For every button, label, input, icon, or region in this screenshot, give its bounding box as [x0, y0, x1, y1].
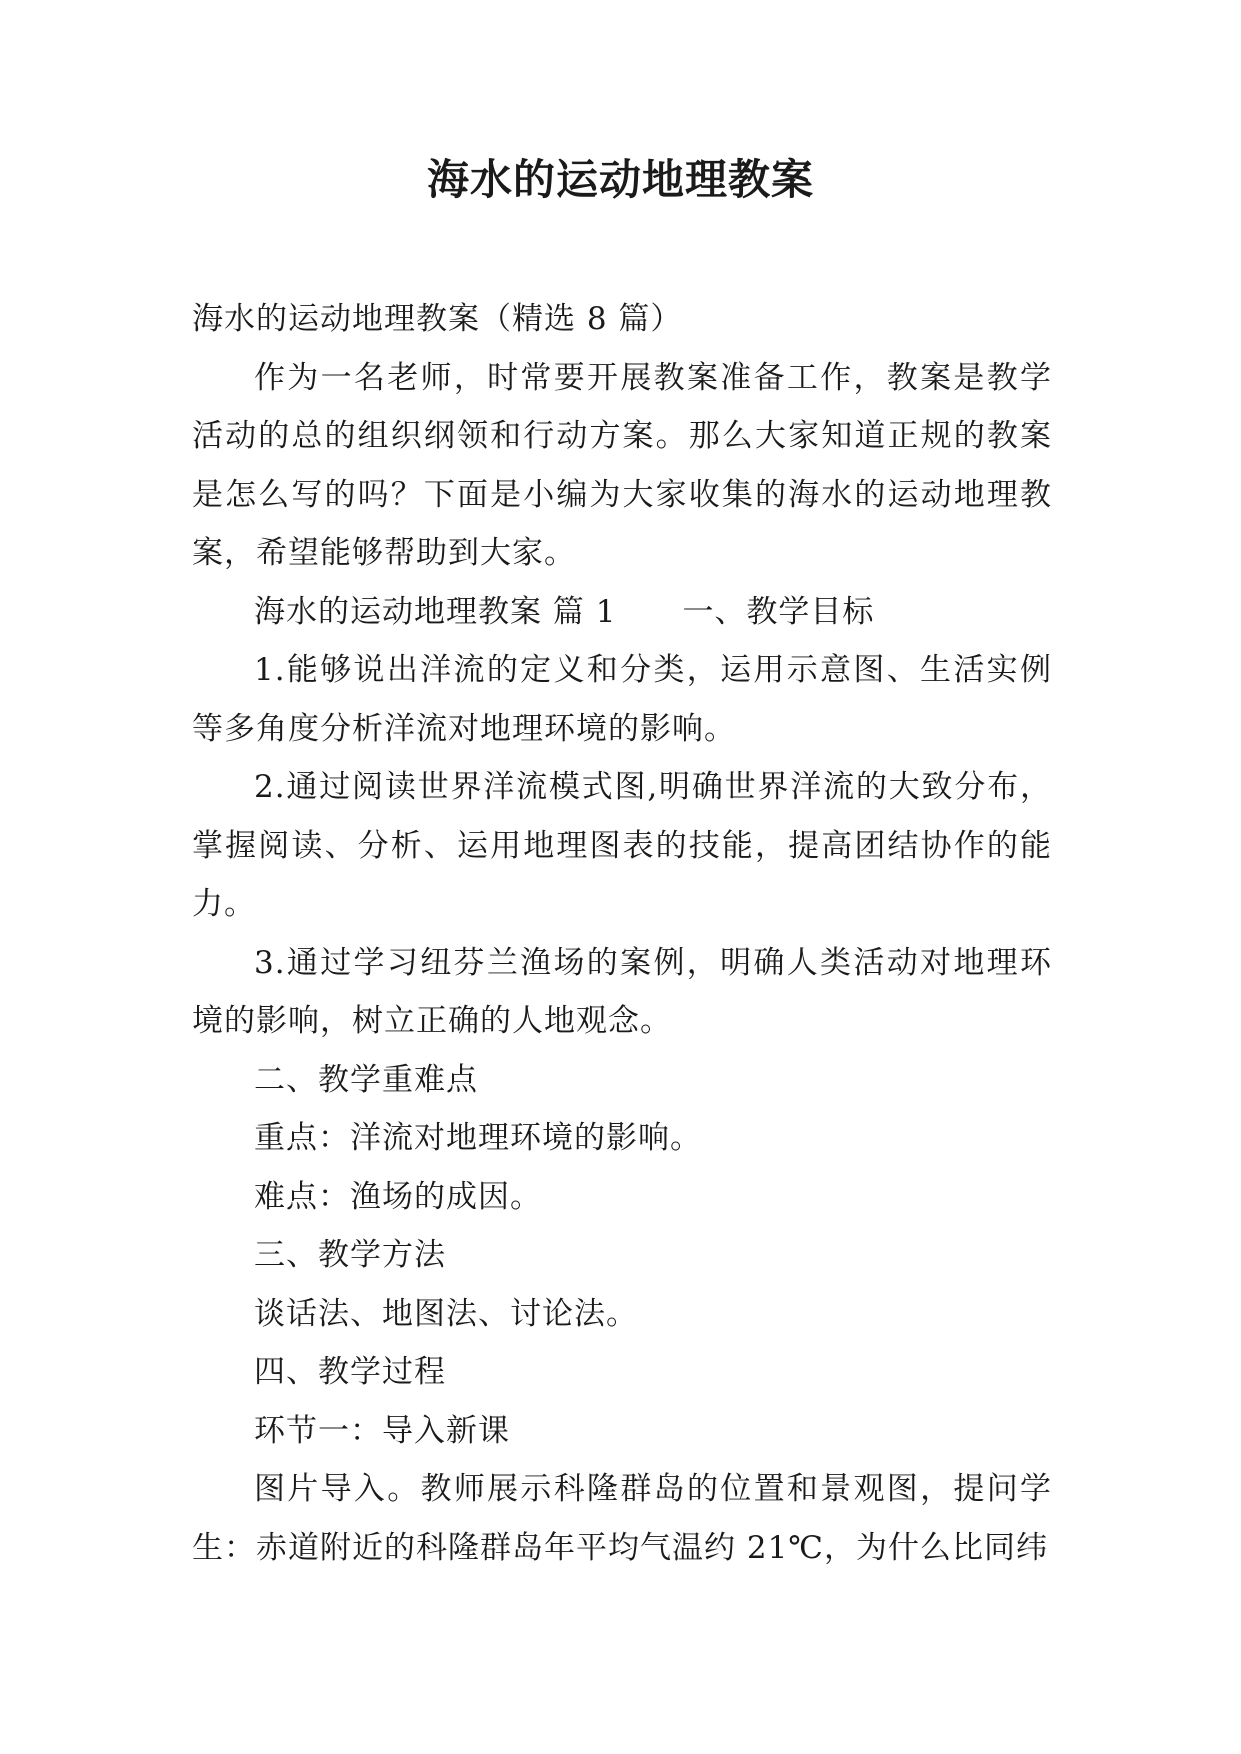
heading-key-difficult-points: 二、教学重难点 [254, 1061, 478, 1098]
heading-teaching-process: 四、教学过程 [254, 1354, 446, 1390]
key-point: 重点：洋流对地理环境的影响。 [254, 1120, 702, 1156]
objective-2: 2.通过阅读世界洋流模式图,明确世界洋流的大致分布，掌握阅读、分析、运用地理图表的技能，提高团结协作的能力。 [192, 769, 1052, 922]
section-heading-line [192, 583, 1052, 642]
heading-teaching-methods: 三、教学方法 [254, 1237, 446, 1273]
document-subtitle: 海水的运动地理教案（精选 8 篇） [192, 301, 683, 337]
objective-3: 3.通过学习纽芬兰渔场的案例，明确人类活动对地理环境的影响，树立正确的人地观念。 [192, 944, 1052, 1039]
section-subheading: 一、教学目标 [682, 593, 875, 630]
intro-paragraph: 作为一名老师，时常要开展教案准备工作，教案是教学活动的总的组织纲领和行动方案。那么大家知道正规的教案是怎么写的吗？下面是小编为大家收集的海水的运动地理教案，希望能够帮助到大家。 [192, 359, 1052, 571]
teaching-methods: 谈话法、地图法、讨论法。 [254, 1295, 638, 1332]
document-title: 海水的运动地理教案 [426, 155, 814, 204]
objective-1: 1.能够说出洋流的定义和分类，运用示意图、生活实例等多角度分析洋流对地理环境的影响。 [192, 652, 1052, 747]
section-heading: 海水的运动地理教案 篇 1 [254, 593, 617, 630]
document-body [192, 290, 1052, 1577]
difficulty-point: 难点：渔场的成因。 [254, 1178, 542, 1215]
step-1-heading: 环节一：导入新课 [254, 1412, 510, 1449]
step-1-text: 图片导入。教师展示科隆群岛的位置和景观图，提问学生：赤道附近的科隆群岛年平均气温约 21℃，为什么比同纬 [192, 1471, 1052, 1566]
